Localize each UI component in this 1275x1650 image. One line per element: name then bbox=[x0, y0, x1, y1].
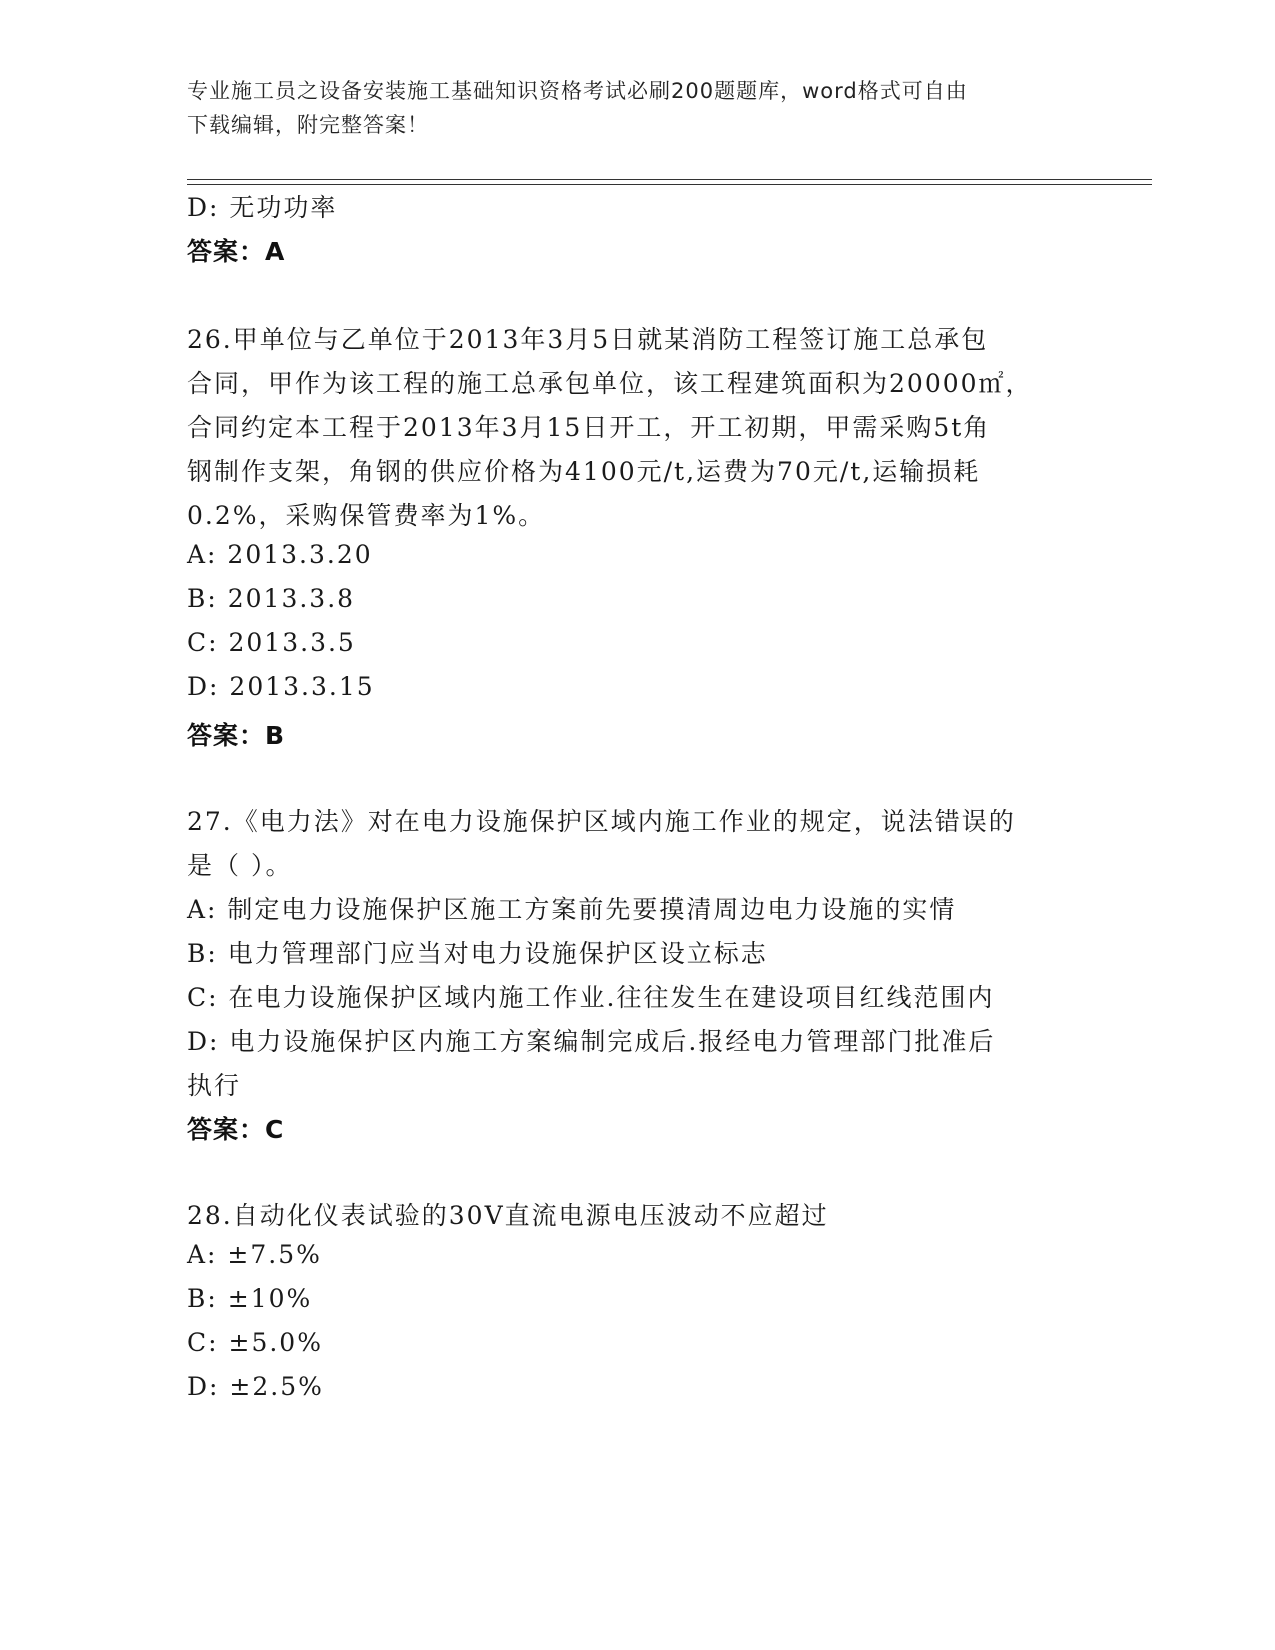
q27-stem-line: 是（ ）。 bbox=[187, 851, 293, 880]
q27-answer: 答案：C bbox=[187, 1115, 285, 1144]
q25-answer: 答案：A bbox=[187, 237, 286, 266]
header-divider-top bbox=[187, 179, 1152, 180]
q28-option-b: B: ±10% bbox=[187, 1284, 313, 1313]
q26-option-d: D: 2013.3.15 bbox=[187, 672, 375, 701]
q28-option-c: C: ±5.0% bbox=[187, 1328, 323, 1357]
q28-option-d: D: ±2.5% bbox=[187, 1372, 324, 1401]
q26-answer: 答案：B bbox=[187, 721, 286, 750]
q28-option-a: A: ±7.5% bbox=[187, 1240, 322, 1269]
q27-option-a: A: 制定电力设施保护区施工方案前先要摸清周边电力设施的实情 bbox=[187, 895, 957, 924]
q25-option-d: D: 无功功率 bbox=[187, 193, 338, 222]
q27-option-c: C: 在电力设施保护区域内施工作业.往往发生在建设项目红线范围内 bbox=[187, 983, 995, 1012]
q26-option-a: A: 2013.3.20 bbox=[187, 540, 373, 569]
header-line-1: 专业施工员之设备安装施工基础知识资格考试必刷200题题库，word格式可自由 bbox=[187, 79, 968, 103]
q27-stem-line: 27.《电力法》对在电力设施保护区域内施工作业的规定，说法错误的 bbox=[187, 807, 1016, 836]
q26-stem-line: 合同，甲作为该工程的施工总承包单位，该工程建筑面积为20000㎡， bbox=[187, 369, 1033, 398]
q26-option-b: B: 2013.3.8 bbox=[187, 584, 356, 613]
document-header bbox=[187, 74, 1087, 142]
q27-option-b: B: 电力管理部门应当对电力设施保护区设立标志 bbox=[187, 939, 768, 968]
q28-stem-line: 28.自动化仪表试验的30V直流电源电压波动不应超过 bbox=[187, 1201, 829, 1230]
q26-stem-line: 26.甲单位与乙单位于2013年3月5日就某消防工程签订施工总承包 bbox=[187, 325, 989, 354]
q26-stem-line: 合同约定本工程于2013年3月15日开工，开工初期，甲需采购5t角 bbox=[187, 413, 991, 442]
q27-option-d-cont: 执行 bbox=[187, 1071, 242, 1100]
q27-option-d: D: 电力设施保护区内施工方案编制完成后.报经电力管理部门批准后 bbox=[187, 1027, 996, 1056]
header-line-2: 下载编辑，附完整答案！ bbox=[187, 113, 429, 137]
q26-stem-line: 0.2%，采购保管费率为1%。 bbox=[187, 501, 546, 530]
q26-stem-line: 钢制作支架，角钢的供应价格为4100元/t,运费为70元/t,运输损耗 bbox=[187, 457, 981, 486]
q26-option-c: C: 2013.3.5 bbox=[187, 628, 356, 657]
header-divider-bottom bbox=[187, 184, 1152, 185]
